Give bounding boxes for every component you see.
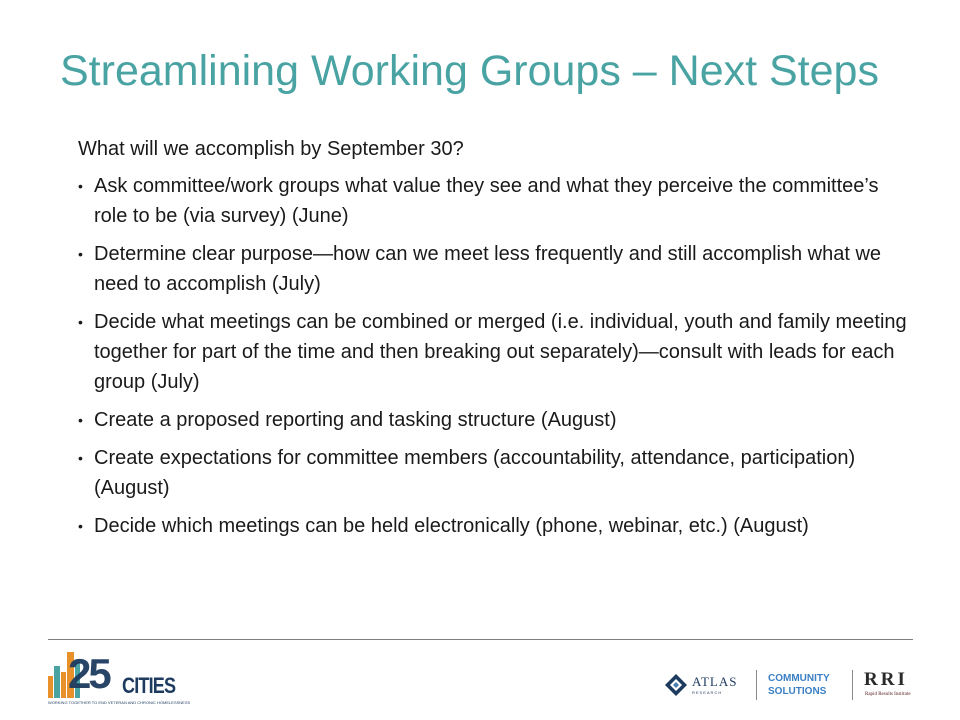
logo-tagline: WORKING TOGETHER TO END VETERAN AND CHRONIC HOMELESSNESS <box>48 700 191 705</box>
atlas-sub: RESEARCH <box>692 690 723 695</box>
bullet-text: Ask committee/work groups what value they see and what they perceive the committee’s role to be (via survey) (June) <box>94 175 879 227</box>
bullet-item <box>78 239 908 299</box>
slide-title: Streamlining Working Groups – Next Steps <box>60 47 879 95</box>
partner-divider <box>852 670 853 700</box>
bullet-text: Decide which meetings can be held electronically (phone, webinar, etc.) (August) <box>94 515 809 537</box>
community-line-1: COMMUNITY <box>768 673 830 684</box>
intro-question: What will we accomplish by September 30? <box>78 138 464 160</box>
community-line-2: SOLUTIONS <box>768 686 827 697</box>
bullet-icon: • <box>78 178 83 194</box>
rri-name: RRI <box>864 669 908 690</box>
atlas-diamond-icon <box>664 673 688 697</box>
bullet-item <box>78 171 908 231</box>
partner-logos <box>662 666 924 704</box>
next-steps-list <box>78 171 908 541</box>
community-solutions-logo <box>768 672 830 698</box>
logo-word: CITIES <box>122 673 176 698</box>
bullet-text: Create expectations for committee members (accountability, attendance, participation) (August) <box>94 447 856 499</box>
atlas-name: ATLAS <box>692 674 738 689</box>
logo-number: 25 <box>68 650 109 697</box>
bullet-item <box>78 511 908 541</box>
slide-body <box>78 134 908 549</box>
bullet-item <box>78 405 908 435</box>
bullet-icon: • <box>78 518 83 534</box>
bullet-icon: • <box>78 450 83 466</box>
rri-sub: Rapid Results Institute <box>865 692 911 697</box>
bullet-icon: • <box>78 412 83 428</box>
bullet-item <box>78 443 908 503</box>
bullet-icon: • <box>78 314 83 330</box>
bullet-text: Create a proposed reporting and tasking structure (August) <box>94 409 617 431</box>
bullet-text: Decide what meetings can be combined or merged (i.e. individual, youth and family meeting together for part of the time and then breaking out separately)—consult with leads for each group (July) <box>94 311 907 393</box>
bullet-item <box>78 307 908 397</box>
partner-divider <box>756 670 757 700</box>
footer-divider <box>48 639 913 640</box>
bullet-text: Determine clear purpose—how can we meet less frequently and still accomplish what we need to accomplish (July) <box>94 243 882 295</box>
bullet-icon: • <box>78 246 83 262</box>
25-cities-logo <box>48 651 193 709</box>
